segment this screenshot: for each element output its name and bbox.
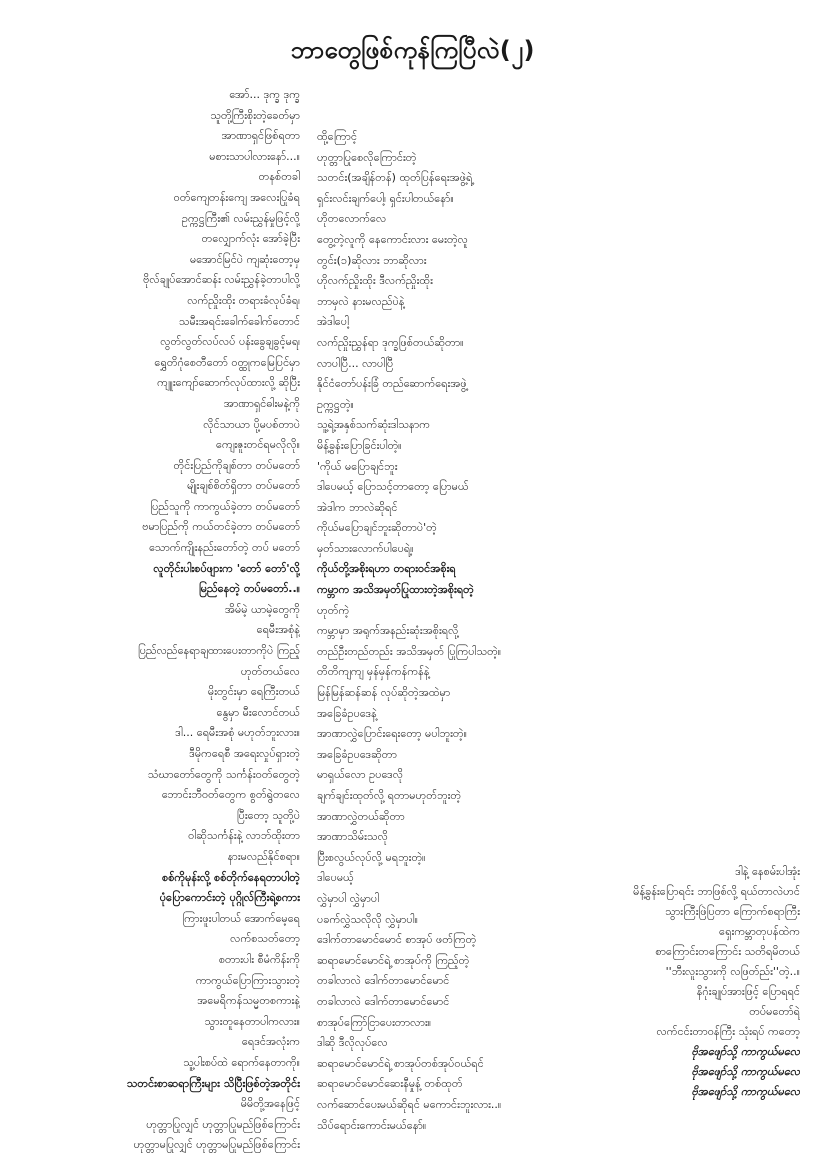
poem-line: လက်ဆောင်ပေးမယ်ဆိုရင် မကောင်းဘူးလား..။ xyxy=(317,1097,502,1111)
poem-line: အော်... ဒုက္ခ ဒုက္ခ xyxy=(229,88,300,101)
page-title: ဘာတွေဖြစ်ကုန်ကြပြီလဲ(၂) xyxy=(291,36,535,64)
poem-line: ဆရာမောင်မောင်ဆေးနီမှုန့် တစ်ထုတ် xyxy=(317,1077,463,1091)
poem-line: မှတ်သားလောက်ပါပေရဲ့။ xyxy=(317,541,414,555)
poem-line: သူ့ရဲ့အနှစ်သက်ဆုံးဒါသနာက xyxy=(317,418,430,432)
poem-line: ဒါ... ရေမီးအစုံ မဟုတ်ဘူးလား။ xyxy=(175,726,300,740)
poem-line: သွားတူနေတာပါကလား။ xyxy=(204,1014,300,1028)
poem-line: ''ဘီးလူးသွားကို လဖြတ်ည်း''တဲ့..။ xyxy=(665,965,800,978)
poem-line: သမီးအရင်းခေါက်ခေါက်တောင် xyxy=(178,314,300,328)
right-column xyxy=(545,862,800,1102)
poem-line: နားမလည်နိုင်စရာ။ xyxy=(227,849,300,863)
poem-line: အာဏာရှင်ဓါးမနဲ့ကို xyxy=(223,396,300,410)
poem-line: မိန့်ခွန်းပြောခြင်းပါတဲ့။ xyxy=(317,438,402,452)
poem-line: အာဏာရှင်ဖြစ်ရတာ xyxy=(221,129,300,143)
poem-line: ဗိုအဖျော်သို့ ကာကွယ်မလေ xyxy=(691,1085,800,1098)
poem-line: ပြည်သူကို ကာကွယ်ခဲ့တာ တပ်မတော် xyxy=(150,499,300,513)
poem-line: မိမိတို့အနေဖြင့် xyxy=(240,1097,300,1111)
poem-line: ဟုတ်ကဲ့ xyxy=(317,603,350,617)
poem-line: ဟိုလက်ညှိုးထိုး ဒီလက်ညှိုးထိုး xyxy=(317,274,433,288)
poem-line: ဟုတ္တာပြုစေလိုကြောင်းတဲ့ xyxy=(317,150,417,164)
poem-line: လက်ညှိုးထိုး တရားခံလုပ်ခံရ၊ xyxy=(187,293,300,307)
poem-line: ဗမာပြည်ကို ကယ်တင်ခဲ့တာ တပ်မတော် xyxy=(142,520,300,534)
poem-line: လာပါပြီ... လာပါပြီ xyxy=(317,356,394,370)
poem-line: တည်ဦးတည်တည်း အသိအမှတ် ပြုကြပါသတဲ့။ xyxy=(317,644,502,658)
poem-line: အိမ်မဲ့ ယာမဲ့တွေကို xyxy=(224,602,300,616)
poem-line: လွှဲမှာပါ လွှဲမှာပါ xyxy=(317,891,380,905)
poem-line: တနစ်တခါ xyxy=(258,170,300,184)
poem-line: ဗိုလ်ချုပ်အောင်ဆန်း လမ်းညွှန်ခဲ့တာပါလို့ xyxy=(143,273,300,287)
poem-line: လက်ညှိုးညွှန်ရာ ဒုက္ခဖြစ်တယ်ဆိုတာ။ xyxy=(317,335,464,349)
poem-line: မစားသာပါလားနော်...။ xyxy=(209,149,300,163)
poem-line: သူ့ပါးစပ်ထဲ ရောက်နေတာကို။ xyxy=(183,1055,300,1069)
poem-line: စစ်ကိုမုန်းလို့ စစ်တိုက်နေရတာပါတဲ့ xyxy=(162,870,300,884)
poem-line: တခါလာလဲ ဒေါက်တာမောင်မောင် xyxy=(317,994,450,1008)
poem-line: မအောင်မြင်ပဲ ကျဆုံးတော့မှ xyxy=(190,252,300,266)
poem-line: ပြည်လည်နေရာချထားပေးတာကိုပဲ ကြည့် xyxy=(137,644,300,658)
poem-line: ကြားဖူးပါတယ် အောက်မေ့ရေ xyxy=(182,911,300,925)
poem-line: ပြီးတော့ သူတို့ပဲ xyxy=(236,808,300,822)
poem-line: တိုင်းပြည်ကိုချစ်တာ တပ်မတော် xyxy=(173,458,300,472)
poem-line: လွတ်လွတ်လပ်လပ် ပန်းခွေချခွင့်မရ၊ xyxy=(160,335,300,349)
poem-line: အဲဒါပေါ့ xyxy=(317,315,349,329)
poem-line: ဘာမှလဲ နားမလည်ပဲနဲ့ xyxy=(317,294,405,308)
poem-line: တလျှောက်လုံး အော်ခဲ့ပြီး xyxy=(201,232,300,246)
poem-line: ရွှေတိဂုံစေတီတော် ဝတ္ထုကမြေပြင်မှာ xyxy=(154,355,300,369)
poem-line: ချက်ချင်းထုတ်လို့ ရတာမဟုတ်ဘူးတဲ့ xyxy=(317,789,462,802)
poem-line: သိပ်ရောင်းကောင်းမယ်နော်။ xyxy=(317,1118,427,1132)
poem-line: တွေ့တဲ့လူကို နေကောင်းလား မေးတဲ့လူ xyxy=(317,232,468,246)
poem-line: အခြေခံဥပဒေနဲ့ xyxy=(317,706,377,720)
poem-line: မြည်နေတဲ့ တပ်မတော်..။ xyxy=(198,582,300,596)
poem-line: ဆရာမောင်မောင်ရဲ့ စာအုပ်တစ်အုပ်ဝယ်ရင် xyxy=(317,1056,484,1070)
poem-line: သူတို့ကြီးစိုးတဲ့ခေတ်မှာ xyxy=(210,108,300,122)
poem-line: ဥက္ကဋ္ဌတဲ့။ xyxy=(317,397,354,411)
poem-line: ဝတ်ကျေတန်းကျေ အလေးပြုခံရ xyxy=(173,190,300,204)
poem-line: ဟုတ်တယ်လေ xyxy=(240,664,300,678)
poem-line: ရေဒင်အလုံးက xyxy=(241,1035,300,1049)
poem-line: မိုးတွင်းမှာ ရေကြီးတယ် xyxy=(207,685,300,699)
poem-line: ကာကွယ်ပြောကြားသွားတဲ့ xyxy=(195,973,300,987)
poem-line: ဒါနဲ့ နေစမ်းပါအုံး xyxy=(735,865,800,878)
poem-line: ဒီမိုကရေစီ အရေးလှုပ်ရှားတဲ့ xyxy=(189,747,300,760)
poem-line: စာအုပ်ကြော်ငြာပေးတာလား။ xyxy=(317,1015,432,1029)
poem-line: သွားကြီးဖြဲပြတာ ကြောက်စရာကြီး xyxy=(665,905,800,918)
poem-line: နိုင်ငံတော်ပန်းခြံ တည်ဆောက်ရေးအဖွဲ့ xyxy=(317,377,467,391)
poem-line: ဒါပေမယ့် xyxy=(317,871,354,885)
poem-line: အမေရိကန်သမ္မတစကားနဲ့ xyxy=(197,994,300,1008)
poem-line: လိုင်သာယာ ပို့မပစ်တာပဲ xyxy=(203,417,300,431)
poem-line: အာဏာလွှဲတယ်ဆိုတာ xyxy=(317,809,405,823)
poem-line: ဗိုအဖျော်သို့ ကာကွယ်မလေ xyxy=(691,1065,800,1078)
poem-line: ထို့ကြောင့် xyxy=(317,130,358,143)
poem-line: တိတိကျကျ မှန်မှန်ကန်ကန်နဲ့ xyxy=(317,665,430,679)
poem-line: ဗိုအဖျော်သို့ ကာကွယ်မလေ xyxy=(691,1045,800,1058)
poem-line: မြန်မြန်ဆန်ဆန် လုပ်ဆိုတဲ့အထဲမှာ xyxy=(317,686,451,700)
poem-line: ရေမီးအစုံနဲ့ xyxy=(256,623,300,637)
poem-line: တပ်မတော်ရဲ့ xyxy=(749,1005,800,1018)
poem-line: တခါလာလဲ ဒေါက်တာမောင်မောင် xyxy=(317,974,450,988)
poem-line: ဒေါက်တာမောင်မောင် စာအုပ် ဖတ်ကြတဲ့ xyxy=(317,933,477,947)
poem-line: နိဂုံးချုပ်အားဖြင့် ပြောရရင် xyxy=(696,985,800,998)
poem-line: အာဏာလွှဲပြောင်းရေးတော့ မပါဘူးတဲ့။ xyxy=(317,727,467,741)
poem-line: ဒါဆို ဒီလိုလုပ်လေ xyxy=(317,1036,388,1050)
poem-line: ပုံပြောကောင်းတဲ့ ပုဂ္ဂိုလ်ကြီးရဲ့စကား xyxy=(159,891,300,905)
poem-line: မိန့်ခွန်းပြောရင်း ဘာဖြစ်လို့ ရယ်တာလဲဟင် xyxy=(633,885,800,898)
poem-line: ကိုယ်မပြောချင်ဘူးဆိုတာပဲ'တဲ့ xyxy=(317,521,437,535)
poem-line: သောက်ကျိုးနည်းတော်တဲ့ တပ် မတော် xyxy=(149,541,300,555)
poem-line: ဝါဆိုသင်္ကန်းနဲ့ လာဘ်ထိုးတာ xyxy=(188,829,300,843)
poem-line: စတားပါး စီမံကိန်းကို xyxy=(218,952,300,966)
poem-line: မျိုးချစ်စိတ်ရှိတာ တပ်မတော် xyxy=(187,479,300,493)
poem-line: သတင်းစာဆရာကြီးများ သိပြီးဖြစ်တဲ့အတိုင်း xyxy=(126,1076,300,1090)
poem-line: ဟုတ္တာပြုလျှင် ဟုတ္တာပြုမည်ဖြစ်ကြောင်း xyxy=(146,1117,300,1131)
poem-line: လက်စသတ်တော့ xyxy=(230,932,300,946)
poem-line: ဒါပေမယ့် ပြောသင့်တာတော့ ပြောမယ် xyxy=(317,480,469,494)
poem-line: လက်ငင်းတာဝန်ကြီး သုံးရပ် ကတော့ xyxy=(656,1025,800,1038)
poem-line: ကမ္ဘာမှာ အရုက်အနည်းဆုံးအစိုးရလို့ xyxy=(317,624,459,638)
poem-line: စာကြောင်းတကြောင်း သတိရမိတယ် xyxy=(655,945,800,958)
poem-line: 'ကိုယ် မပြောချင်ဘူး xyxy=(317,459,398,473)
poem-line: ကိုယ်တို့အစိုးရဟာ တရားဝင်အစိုးရ xyxy=(317,562,456,576)
poem-line: ပခက်လွှဲသလိုလို လွှဲမှာပါ။ xyxy=(317,912,418,926)
poem-line: ဟုတ္တာမပြုလျှင် ဟုတ္တာမပြုမည်ဖြစ်ကြောင်း xyxy=(133,1138,300,1152)
left-column xyxy=(60,85,300,1156)
poem-line: မာရှယ်လော ဥပဒေလို xyxy=(317,768,404,782)
poem-line: သံဃာတော်တွေကို သင်္ကန်းဝတ်တွေတဲ့ xyxy=(147,767,300,781)
poem-line: ကမ္ဘာက အသိအမှတ်ပြုထားတဲ့အစိုးရတဲ့ xyxy=(317,583,474,597)
poem-line: အခြေခံဥပဒေဆိုတာ xyxy=(317,747,398,761)
poem-line: နွေမှာ မီးလောင်တယ် xyxy=(216,705,300,719)
poem-line: ကျေးဇူးတင်ရမလိုလို။ xyxy=(216,438,300,452)
poem-line: အာဏာသိမ်းသလို xyxy=(317,830,388,844)
poem-line: ကျူးကျော်ဆောက်လုပ်ထားလို့ ဆိုပြီး xyxy=(157,376,300,390)
poem-line: တွင်း(၁)ဆိုလား ဘာဆိုလား xyxy=(317,253,427,267)
poem-line: ရှင်းလင်းချက်ပေါ့၊ ရှင်းပါတယ်နော်။ xyxy=(317,191,454,205)
poem-line: ဘောင်းဘီဝတ်တွေက စွတ်ရွဲတလေ xyxy=(161,788,300,802)
poem-line: အဲဒါက ဘာလဲဆိုရင် xyxy=(317,500,398,514)
poem-line: ပြီးစလွယ်လုပ်လို့ မရဘူးတဲ့။ xyxy=(317,850,426,864)
poem-line: လူတိုင်းပါးစပ်ဖျားက 'တော် တော်'လို့ xyxy=(153,561,300,575)
poem-line: ဆရာမောင်မောင်ရဲ့ စာအုပ်ကို ကြည့်တဲ့ xyxy=(317,953,470,967)
poem-line: သတင်း(အချိန်တန်) ထုတ်ပြန်ရေးအဖွဲ့ရဲ့ xyxy=(317,171,473,185)
poem-line: ရှေးကမ္ဘာတုပန်ထဲက xyxy=(719,925,800,938)
poem-line: ဟိုတလောက်လေ xyxy=(317,212,387,226)
poem-line: ဥက္ကဋ္ဌကြီး၏ လမ်းညွှန်မှုဖြင့်လို့ xyxy=(181,211,300,225)
